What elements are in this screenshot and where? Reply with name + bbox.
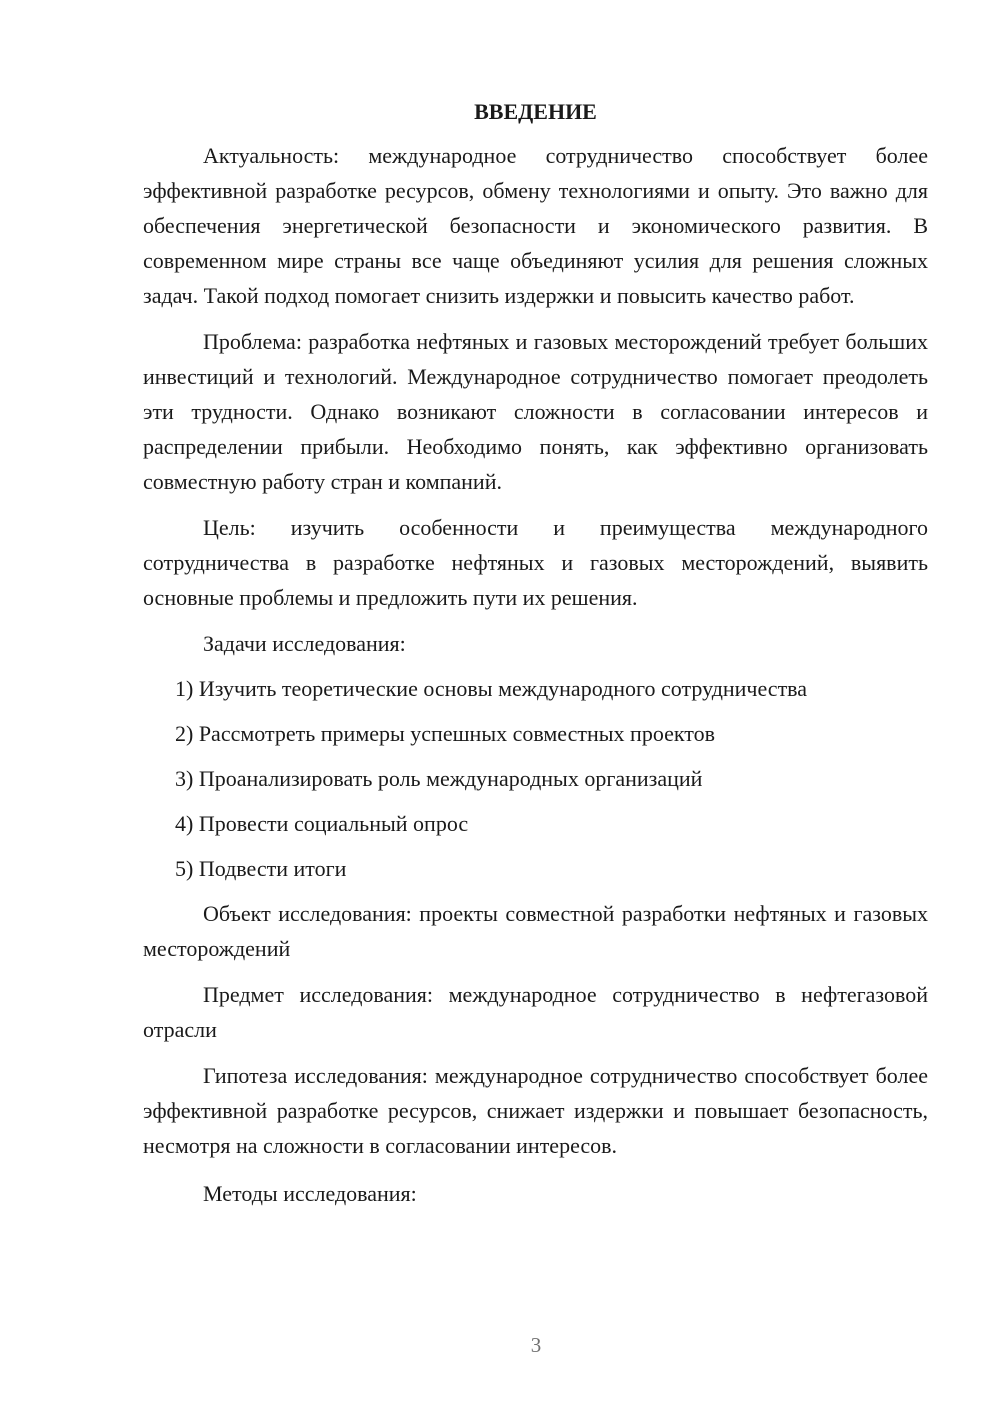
tasks-list bbox=[143, 671, 928, 886]
task-item: 3) Проанализировать роль международных организаций bbox=[175, 766, 703, 791]
paragraph-problem: Проблема: разработка нефтяных и газовых месторождений требует больших инвестиций и технологий. Международное сотрудничество помогает преодолеть эти трудности. Однако возникают сложности в согласовании интересов и распределении прибыли. Необходимо понять, как эффективно организовать совместную работу стран и компаний. bbox=[143, 329, 928, 494]
methods-heading: Методы исследования: bbox=[203, 1181, 417, 1206]
paragraph-goal: Цель: изучить особенности и преимущества международного сотрудничества в разработке нефтяных и газовых месторождений, выявить основные проблемы и предложить пути их решения. bbox=[143, 515, 928, 610]
task-item: 1) Изучить теоретические основы международного сотрудничества bbox=[175, 676, 808, 701]
section-title: ВВЕДЕНИЕ bbox=[474, 99, 597, 124]
paragraph-hypothesis: Гипотеза исследования: международное сотрудничество способствует более эффективной разработке ресурсов, снижает издержки и повышает безопасность, несмотря на сложности в согласовании интересов. bbox=[143, 1063, 928, 1158]
paragraph-object: Объект исследования: проекты совместной разработки нефтяных и газовых месторождений bbox=[143, 901, 928, 961]
paragraph-subject: Предмет исследования: международное сотрудничество в нефтегазовой отрасли bbox=[143, 982, 928, 1042]
task-item: 5) Подвести итоги bbox=[175, 856, 347, 881]
tasks-heading: Задачи исследования: bbox=[203, 631, 406, 656]
page-content bbox=[143, 94, 928, 1221]
paragraph-relevance: Актуальность: международное сотрудничество способствует более эффективной разработке ресурсов, обмену технологиями и опыту. Это важно для обеспечения энергетической безопасности и экономического развития. В современном мире страны все чаще объединяют усилия для решения сложных задач. Такой подход помогает снизить издержки и повысить качество работ. bbox=[143, 143, 928, 308]
task-item: 4) Провести социальный опрос bbox=[175, 811, 469, 836]
task-item: 2) Рассмотреть примеры успешных совместных проектов bbox=[175, 721, 715, 746]
page-number: 3 bbox=[530, 1333, 542, 1357]
